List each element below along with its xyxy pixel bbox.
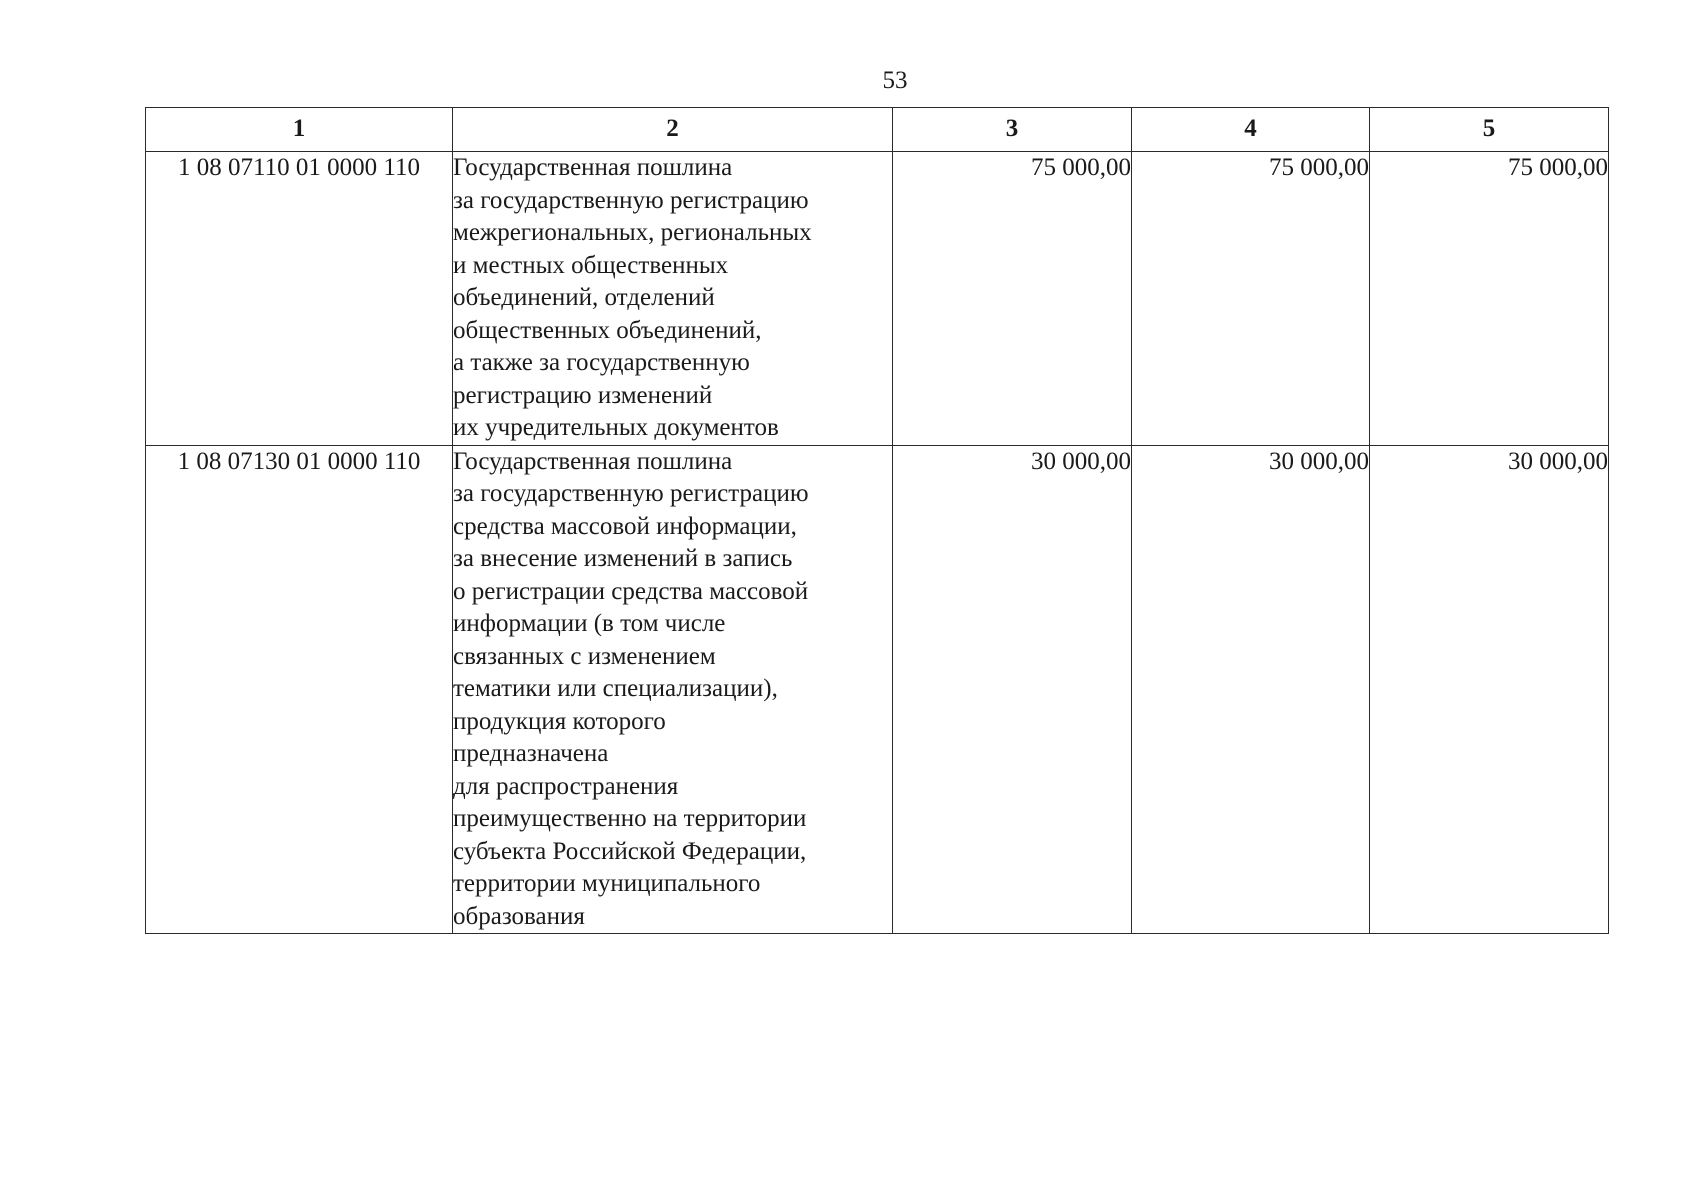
- description-line: их учредительных документов: [453, 414, 779, 441]
- description-line: Государственная пошлина: [453, 154, 733, 181]
- fee-description-cell: [453, 445, 893, 934]
- description-line: общественных объединений,: [453, 316, 762, 344]
- description-line: для распространения: [453, 772, 679, 800]
- table-header-row: [146, 108, 1609, 152]
- description-line: средства массовой информации,: [453, 512, 797, 540]
- column-header-4: 4: [1132, 108, 1370, 152]
- description-line: Государственная пошлина: [453, 447, 733, 475]
- description-line: о регистрации средства массовой: [453, 577, 809, 605]
- description-line: субъекта Российской Федерации,: [453, 837, 807, 865]
- column-header-2: 2: [453, 108, 893, 152]
- amount-cell-col3: 30 000,00: [893, 445, 1132, 934]
- description-line: за внесение изменений в запись: [453, 545, 793, 572]
- description-line: за государственную регистрацию: [453, 186, 809, 214]
- amount-cell-col4: 30 000,00: [1132, 445, 1370, 934]
- description-line: объединений, отделений: [453, 284, 715, 311]
- description-line: а также за государственную: [453, 349, 750, 376]
- description-line: информации (в том числе: [453, 610, 726, 637]
- description-line: образования: [453, 902, 585, 930]
- column-header-3: 3: [893, 108, 1132, 152]
- description-line: и местных общественных: [453, 251, 729, 279]
- description-line: предназначена: [453, 740, 609, 767]
- description-line: преимущественно на территории: [453, 805, 807, 832]
- amount-cell-col5: 30 000,00: [1370, 445, 1609, 934]
- fee-description-cell: [453, 152, 893, 446]
- fees-table: [145, 107, 1609, 934]
- budget-code-cell: 1 08 07130 01 0000 110: [146, 445, 453, 934]
- amount-cell-col3: 75 000,00: [893, 152, 1132, 446]
- description-line: территории муниципального: [453, 870, 761, 897]
- amount-cell-col5: 75 000,00: [1370, 152, 1609, 446]
- column-header-5: 5: [1370, 108, 1609, 152]
- table-row: [146, 445, 1609, 934]
- column-header-1: 1: [146, 108, 453, 152]
- description-line: межрегиональных, региональных: [453, 219, 812, 246]
- budget-code-cell: 1 08 07110 01 0000 110: [146, 152, 453, 446]
- description-line: связанных с изменением: [453, 642, 716, 670]
- page-number: 53: [882, 67, 908, 94]
- description-line: продукция которого: [453, 707, 666, 735]
- description-line: за государственную регистрацию: [453, 480, 809, 507]
- description-line: регистрацию изменений: [453, 381, 713, 409]
- table-row: [146, 152, 1609, 446]
- description-line: тематики или специализации),: [453, 675, 778, 702]
- amount-cell-col4: 75 000,00: [1132, 152, 1370, 446]
